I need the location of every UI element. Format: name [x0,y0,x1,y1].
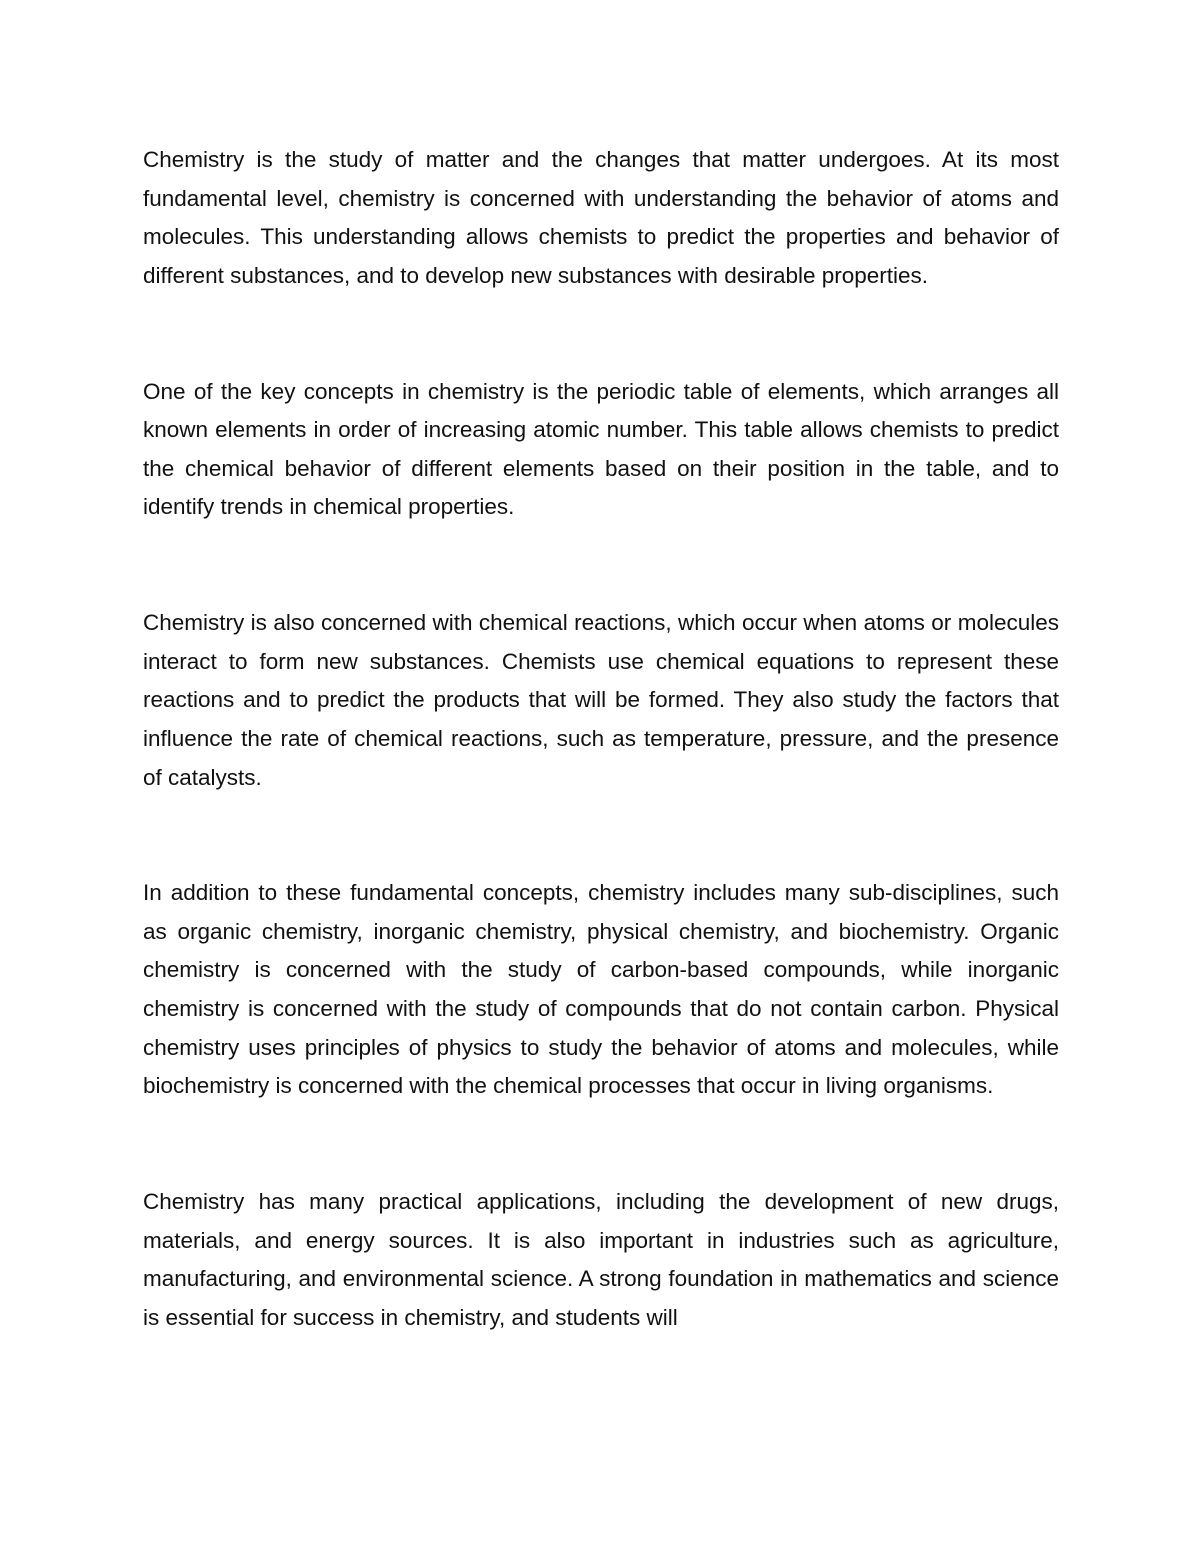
paragraph-sub-disciplines: In addition to these fundamental concepts, chemistry includes many sub-disciplines, such as organic chemistry, inorganic chemistry, physical chemistry, and biochemistry. Organic chemistry is concerned with the study of carbon-based compounds, while inorganic chemistry is concerned with the study of compounds that do not contain carbon. Physical chemistry uses principles of physics to study the behavior of atoms and molecules, while biochemistry is concerned with the chemical processes that occur in living organisms. [143,880,1059,1099]
paragraph-periodic-table: One of the key concepts in chemistry is the periodic table of elements, which arranges all known elements in order of increasing atomic number. This table allows chemists to predict the chemical behavior of different elements based on their position in the table, and to identify trends in chemical properties. [143,378,1059,520]
document-body [143,141,1059,1415]
paragraph-chemical-reactions: Chemistry is also concerned with chemical reactions, which occur when atoms or molecules interact to form new substances. Chemists use chemical equations to represent these reactions and to predict the products that will be formed. They also study the factors that influence the rate of chemical reactions, such as temperature, pressure, and the presence of catalysts. [143,610,1059,790]
paragraph-chemistry-definition: Chemistry is the study of matter and the changes that matter undergoes. At its most fundamental level, chemistry is concerned with understanding the behavior of atoms and molecules. This understanding allows chemists to predict the properties and behavior of different substances, and to develop new substances with desirable properties. [143,147,1059,288]
paragraph-practical-applications: Chemistry has many practical applications, including the development of new drugs, materials, and energy sources. It is also important in industries such as agriculture, manufacturing, and environmental science. A strong foundation in mathematics and science is essential for success in chemistry, and students will [143,1189,1059,1330]
